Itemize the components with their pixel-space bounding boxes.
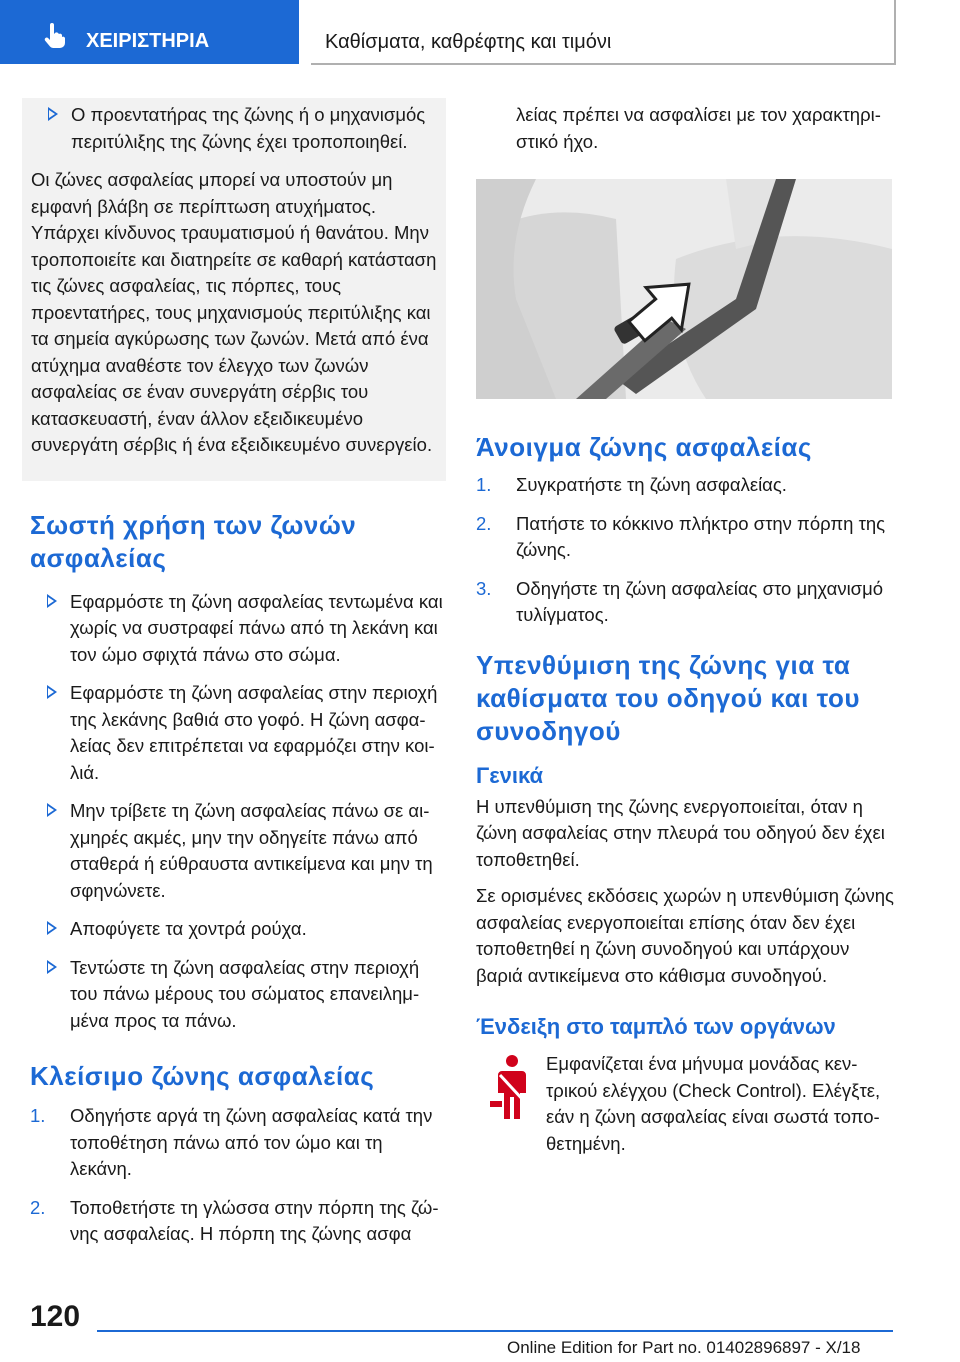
bullet-triangle-icon <box>48 107 58 121</box>
seatbelt-warning-icon <box>488 1053 532 1123</box>
list-item-text: Μην τρίβετε τη ζώνη ασφαλείας πάνω σε αιχμηρές ακμές, μην την οδηγείτε πάνω από σταθερά ή εύθραυστα αντικείμενα και μην τη σφηνώνετε. <box>70 800 433 901</box>
list-item-text: Αποφύγετε τα χοντρά ρούχα. <box>70 918 307 939</box>
step-text: Πατήστε το κόκκινο πλήκτρο στην πόρπη της ζώνης. <box>516 512 886 560</box>
bullet-triangle-icon <box>47 960 57 974</box>
seatbelt-photo <box>476 179 892 399</box>
reminder-paragraph-1: Η υπενθύμιση της ζώνης ενεργοποιείται, όταν η ζώνη ασφαλείας στην πλευρά του οδηγού δεν έχει τοποθετηθεί. <box>476 795 885 870</box>
list-item <box>30 916 446 943</box>
step-number: 2. <box>476 512 492 534</box>
step-text: Συγκρατήστε τη ζώνη ασφαλείας. <box>516 474 787 495</box>
list-item <box>30 589 446 669</box>
indicator-block <box>476 1051 896 1157</box>
right-column <box>476 98 896 1157</box>
list-item-text: Τεντώστε τη ζώνη ασφαλείας στην περιοχή του πάνω μέρους του σώματος επανειλημμένα προς τα πάνω. <box>70 956 420 1031</box>
bullet-triangle-icon <box>47 921 57 935</box>
continuation-text: λείας πρέπει να ασφαλίσει με τον χαρακτηριστικό ήχο. <box>516 104 881 152</box>
heading-closing: Κλείσιμο ζώνης ασφαλείας <box>30 1061 375 1091</box>
heading-opening: Άνοιγμα ζώνης ασφαλείας <box>476 432 812 462</box>
section-title: Καθίσματα, καθρέφτης και τιμόνι <box>325 31 612 53</box>
heading-reminder: Υπενθύμιση της ζώνης για τα καθίσματα του οδηγού και του συνοδηγού <box>476 649 860 746</box>
hand-pointer-icon <box>40 22 68 50</box>
warning-box <box>22 98 446 481</box>
reminder-paragraph-2: Σε ορισμένες εκδόσεις χωρών η υπενθύμιση ζώνης ασφαλείας ενεργοποιείται επίσης όταν δεν έχει τοποθετηθεί η ζώνη συνοδηγού και υπάρχουν βαριά αντικείμενα στο κάθισμα συνοδηγού. <box>476 885 894 986</box>
header-tab[interactable] <box>0 0 299 64</box>
step-text: Οδηγήστε τη ζώνη ασφαλείας στο μηχανισμό τυλίγματος. <box>516 577 884 625</box>
list-item <box>30 680 446 786</box>
step-item <box>476 472 896 499</box>
warning-paragraph: Οι ζώνες ασφαλείας μπορεί να υποστούν μη εμφανή βλάβη σε περίπτωση ατυχήματος. Υπάρχει κίνδυνος τραυματισμού ή θανάτου. Μην τροποποιείτε και διατηρείτε σε καθαρή κατάσταση τις ζώνες ασφαλείας, τις πόρπες, τους προεντατήρες, τους μηχανισμούς περιτύλιξης και τα σημεία αγκύρωσης των ζωνών. Μετά από ένα ατύχημα αναθέστε τον έλεγχο των ζωνών ασφαλείας σε έναν συνεργάτη σέρβις του κατασκευαστή, έναν άλλον εξειδικευμένο συνεργάτη σέρβις ή ένα εξειδικευμένο συνεργείο. <box>31 169 437 455</box>
header-title-box <box>311 0 896 65</box>
footer-divider <box>97 1330 893 1332</box>
step-item <box>476 576 896 629</box>
subheading-general: Γενικά <box>476 762 544 788</box>
warning-bullet-text: Ο προεντατήρας της ζώνης ή ο μηχανισμός περιτύλιξης της ζώνης έχει τροποποιηθεί. <box>71 104 426 152</box>
heading-indication: Ένδειξη στο ταμπλό των οργάνων <box>476 1014 836 1039</box>
step-number: 2. <box>30 1196 46 1218</box>
step-item <box>30 1195 446 1248</box>
bullet-triangle-icon <box>47 685 57 699</box>
heading-correct-use: Σωστή χρήση των ζωνών ασφαλείας <box>30 509 357 573</box>
bullet-triangle-icon <box>47 803 57 817</box>
warning-bullet <box>31 102 438 155</box>
page-number: 120 <box>30 1300 81 1333</box>
step-item <box>476 511 896 564</box>
step-item <box>30 1103 446 1183</box>
step-text: Τοποθετήστε τη γλώσσα στην πόρπη της ζώνης ασφαλείας. Η πόρπη της ζώνης ασφα <box>70 1196 439 1244</box>
tab-label: ΧΕΙΡΙΣΤΗΡΙΑ <box>86 30 210 52</box>
step-number: 1. <box>476 474 492 495</box>
footer-edition: Online Edition for Part no. 01402896897 - X/18 <box>507 1338 861 1357</box>
bullet-triangle-icon <box>47 594 57 608</box>
seatbelt-illustration <box>476 179 892 399</box>
left-column <box>30 98 446 1260</box>
indication-text: Εμφανίζεται ένα μήνυμα μονάδας κεντρικού ελέγχου (Check Control). Ελέγξτε, εάν η ζώνη ασφαλείας είναι σωστά τοποθετημένη. <box>546 1053 881 1154</box>
list-item <box>30 798 446 904</box>
step-number: 1. <box>30 1105 46 1126</box>
step-number: 3. <box>476 577 492 599</box>
list-item-text: Εφαρμόστε τη ζώνη ασφαλείας στην περιοχή της λεκάνης βαθιά στο γοφό. Η ζώνη ασφαλείας δεν επιτρέπεται να εφαρμόζει στην κοιλιά. <box>70 682 438 783</box>
step-text: Οδηγήστε αργά τη ζώνη ασφαλείας κατά την τοποθέτηση πάνω από τον ώμο και τη λεκάνη. <box>70 1105 433 1179</box>
list-item <box>30 955 446 1035</box>
list-item-text: Εφαρμόστε τη ζώνη ασφαλείας τεντωμένα και χωρίς να συστραφεί πάνω από τη λεκάνη και τον ώμο σφιχτά πάνω στο σώμα. <box>70 590 443 665</box>
